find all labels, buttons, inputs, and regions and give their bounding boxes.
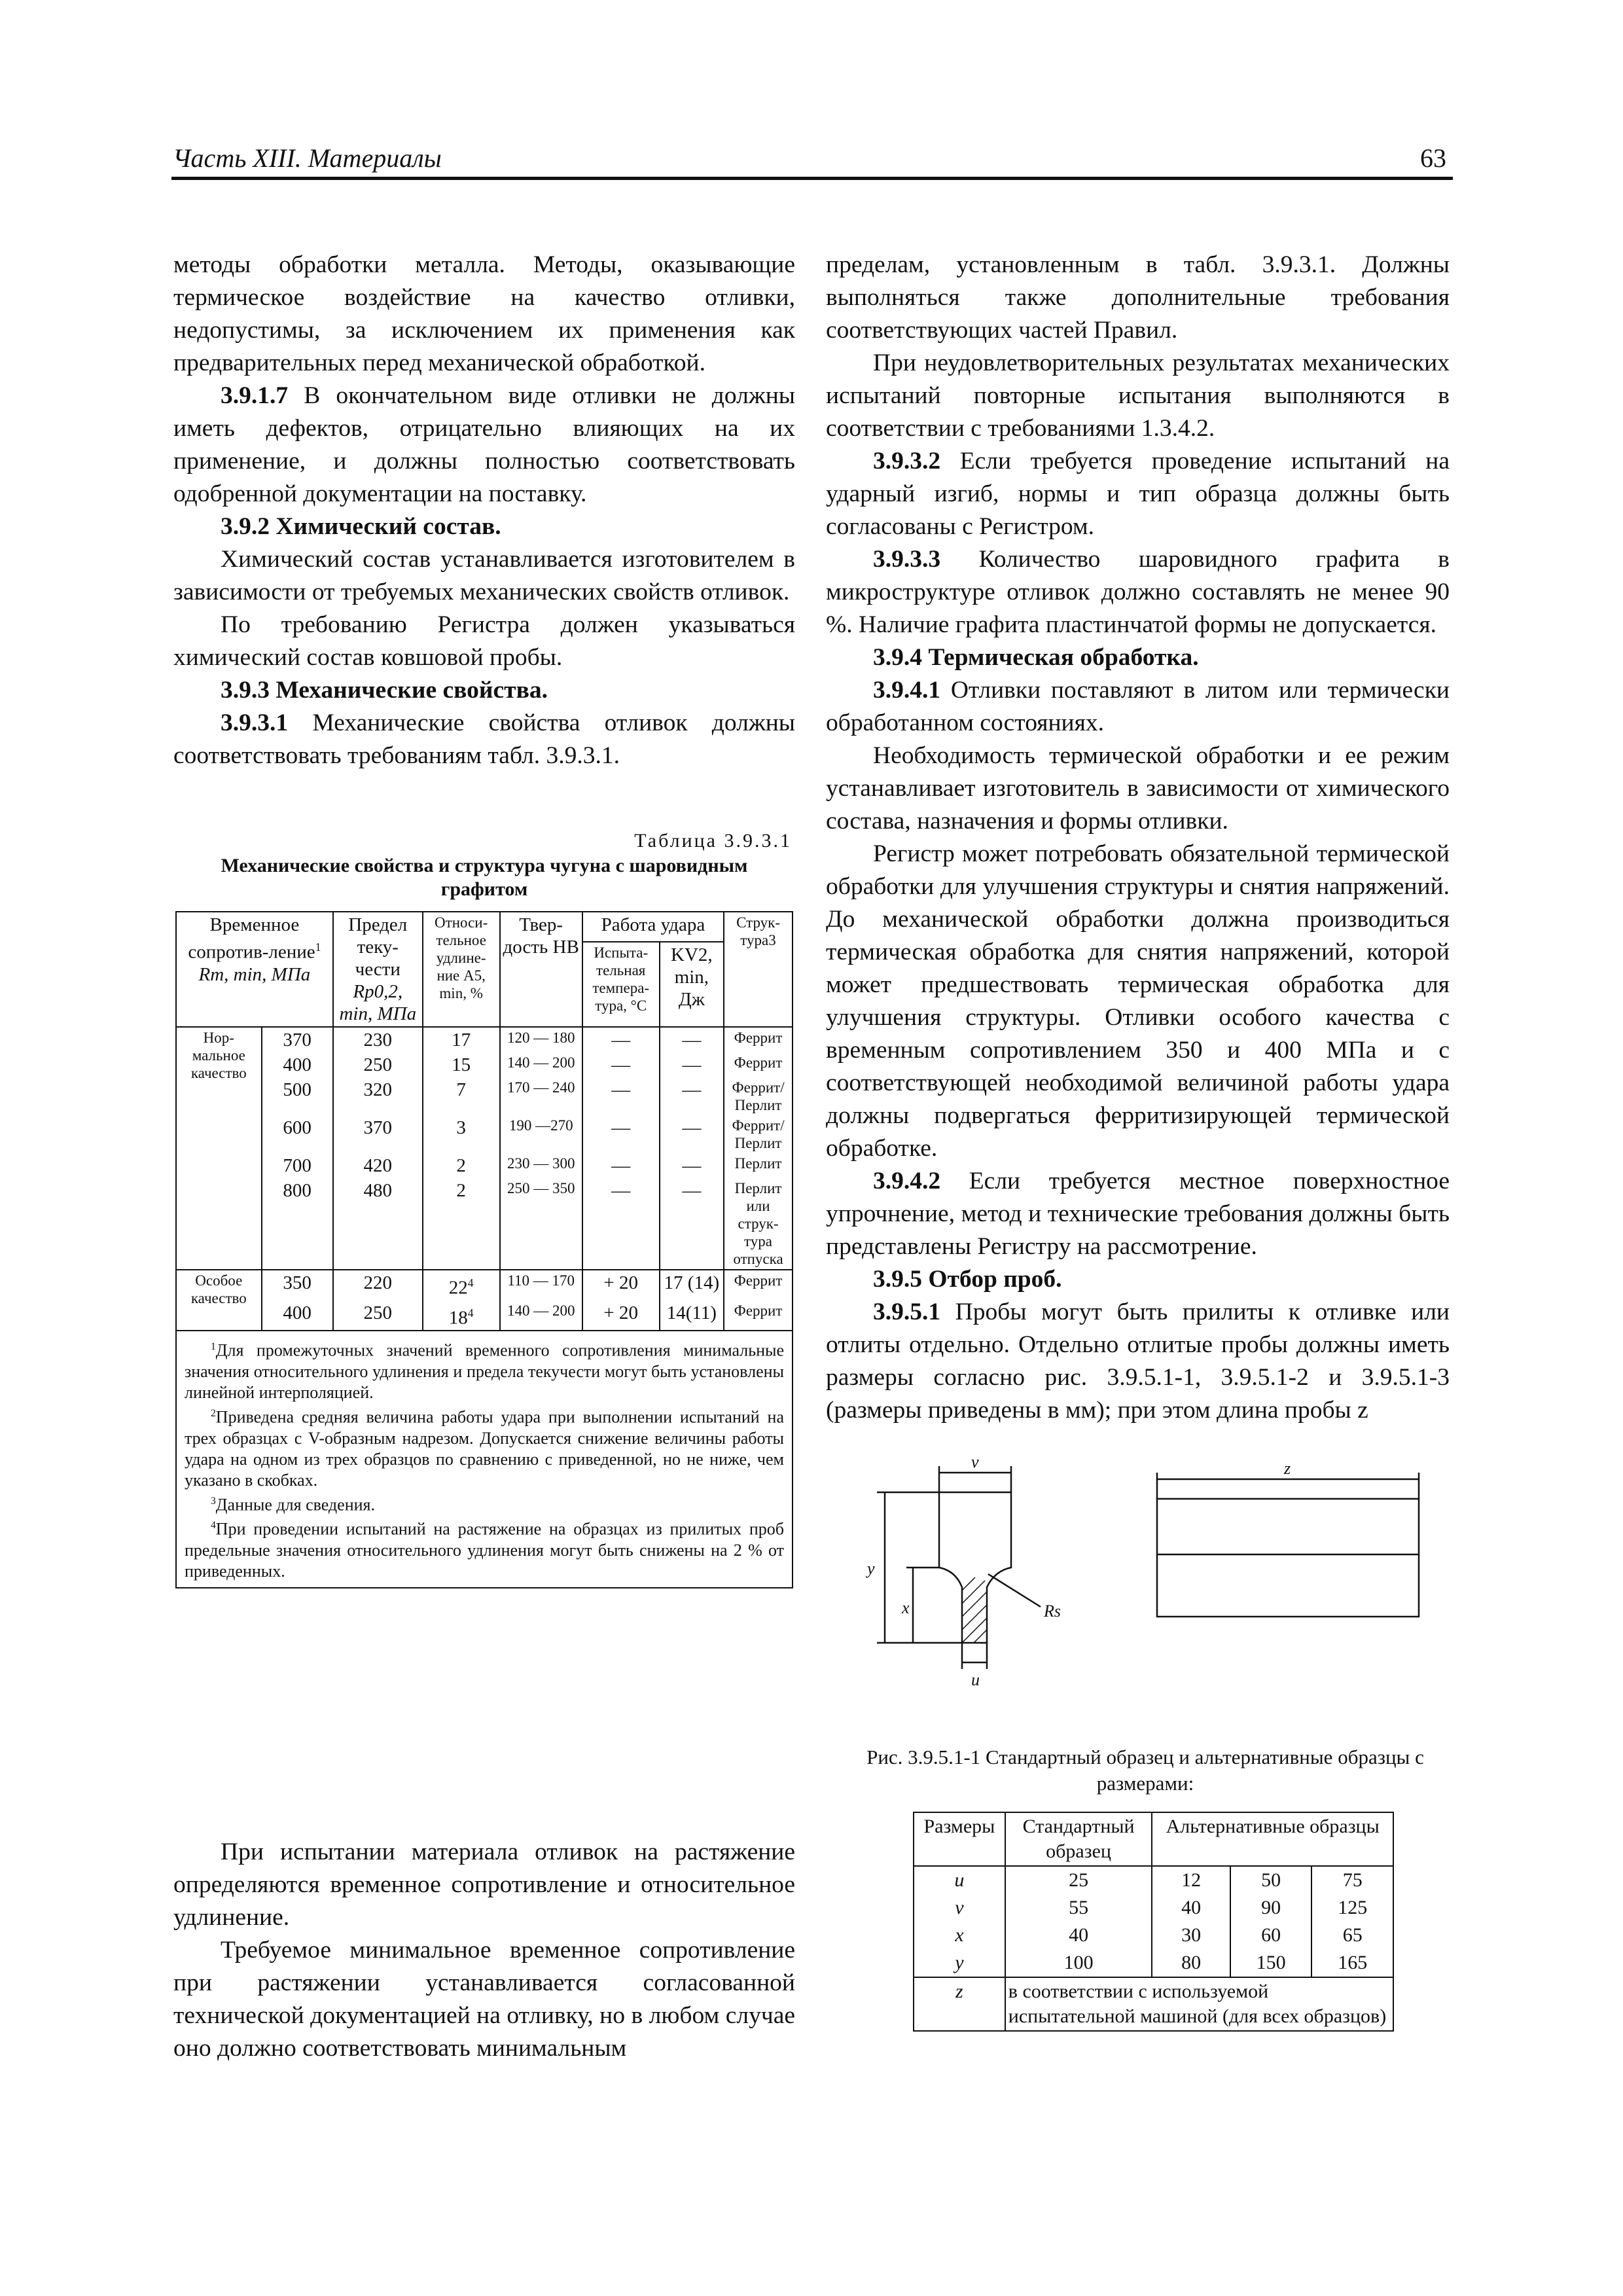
- footnote: [185, 1403, 784, 1491]
- table-cell: 120 — 180: [500, 1027, 582, 1052]
- table-row: [914, 1977, 1393, 2031]
- table-cell: 250: [333, 1300, 423, 1331]
- column-header: Размеры: [914, 1812, 1005, 1866]
- table-cell: Феррит: [724, 1270, 793, 1300]
- paragraph-text: Отливки поставляют в литом или термически обработанном состояниях.: [826, 677, 1450, 736]
- table-cell: 2: [423, 1178, 500, 1270]
- left-column: [173, 249, 795, 772]
- table-cell: 250: [333, 1052, 423, 1077]
- table-row: [176, 1178, 793, 1270]
- table-cell: Феррит/ Перлит: [724, 1115, 793, 1153]
- clause-number: 3.9.5.1: [873, 1299, 941, 1325]
- table-cell: 480: [333, 1178, 423, 1270]
- quality-group-label: Особое качество: [176, 1270, 262, 1331]
- dim-v-label: v: [971, 1452, 979, 1471]
- table-cell: v: [914, 1894, 1005, 1922]
- table-cell: —: [660, 1178, 724, 1270]
- paragraph: [173, 707, 795, 772]
- figure-caption: Рис. 3.9.5.1-1 Стандартный образец и альтернативные образцы с размерами:: [866, 1746, 1424, 1795]
- paragraph: Регистр может потребовать обязательной термической обработки для улучшения структуры и снятия напряжений. До механической обработки должна производиться термическая обработка для снятия напряжений, которой может предшествовать термическая обработка для улучшения структуры. Отливки особого качества с временным сопротивлением 350 и 400 МПа и с соответствующей необходимой величиной работы удара должны подвергаться ферритизирующей термической обработке.: [826, 840, 1450, 1162]
- text-span: При проведении испытаний на растяжение на образцах из прилитых проб предельные значения относительного удлинения могут быть снижены на 2 % от приведенных.: [185, 1519, 784, 1581]
- table-cell: —: [660, 1153, 724, 1178]
- quality-group-label: Нор-мальное качество: [176, 1027, 262, 1270]
- table-cell: 60: [1230, 1922, 1312, 1949]
- paragraph-text: Если требуется местное поверхностное упрочнение, метод и технические требования должны быть представлены Регистру на рассмотрение.: [826, 1168, 1450, 1260]
- text-span: 3: [211, 1495, 216, 1507]
- text-span: Приведена средняя величина работы удара при выполнении испытаний на трех образцах с V-образным надрезом. Допускается снижение величины работы удара на одном из трех образцов по сравнению с приведенной, но не ниже, чем указано в скобках.: [185, 1407, 784, 1490]
- table-cell: x: [914, 1922, 1005, 1949]
- text-span: Rm, min, МПа: [198, 963, 311, 985]
- clause-number: 3.9.1.7: [221, 382, 289, 409]
- table-row: [176, 1153, 793, 1178]
- table-cell: [423, 1300, 500, 1331]
- table-header-row: [914, 1812, 1393, 1866]
- section-heading: 3.9.3 Механические свойства.: [221, 677, 548, 704]
- column-header: [333, 912, 423, 1027]
- text-span: 4: [467, 1306, 474, 1319]
- table-cell: —: [582, 1153, 660, 1178]
- table-cell: z: [914, 1977, 1005, 2031]
- table-row: [176, 1077, 793, 1115]
- table-cell: 220: [333, 1270, 423, 1300]
- clause-number: 3.9.4.2: [873, 1168, 941, 1194]
- column-header: Альтернативные образцы: [1152, 1812, 1393, 1866]
- mechanical-properties-table: [175, 911, 793, 1588]
- section-heading: 3.9.4 Термическая обработка.: [873, 644, 1199, 671]
- text-span: Временное сопротив-ление: [188, 914, 315, 963]
- table-cell: —: [660, 1115, 724, 1153]
- text-span: Предел теку-чести: [348, 914, 408, 980]
- table-cell: 500: [262, 1077, 333, 1115]
- table-row: [914, 1949, 1393, 1977]
- table-row: [914, 1866, 1393, 1894]
- column-header: Твер-дость HB: [500, 912, 582, 1027]
- paragraph: пределам, установленным в табл. 3.9.3.1. Должны выполняться также дополнительные требования соответствующих частей Правил.: [826, 251, 1450, 344]
- table-cell: 370: [262, 1027, 333, 1052]
- table-cell: 15: [423, 1052, 500, 1077]
- table-cell: 30: [1152, 1922, 1230, 1949]
- table-cell: [423, 1270, 500, 1300]
- specimen-drawing: [851, 1427, 1440, 1734]
- dim-z-label: z: [1284, 1459, 1291, 1478]
- table-row: [176, 1115, 793, 1153]
- table-cell: Перлит или струк-тура отпуска: [724, 1178, 793, 1270]
- table-cell: + 20: [582, 1300, 660, 1331]
- text-span: 22: [448, 1277, 468, 1299]
- page-header-title: Часть XIII. Материалы: [173, 143, 442, 173]
- table-title: Механические свойства и структура чугуна с шаровидным графитом: [221, 855, 748, 900]
- paragraph: По требованию Регистра должен указываться химический состав ковшовой пробы.: [173, 611, 795, 671]
- column-header: Относи-тельное удлине-ние A5, min, %: [423, 912, 500, 1027]
- paragraph: Химический состав устанавливается изготовителем в зависимости от требуемых механических свойств отливок.: [173, 546, 795, 605]
- table-row: [914, 1894, 1393, 1922]
- paragraph-text: Если требуется проведение испытаний на ударный изгиб, нормы и тип образца должны быть согласованы с Регистром.: [826, 448, 1450, 540]
- text-span: 4: [211, 1520, 216, 1532]
- table-cell: 40: [1152, 1894, 1230, 1922]
- table-cell: 50: [1230, 1866, 1312, 1894]
- table-cell: 190 —270: [500, 1115, 582, 1153]
- table-cell: —: [660, 1027, 724, 1052]
- table-cell: u: [914, 1866, 1005, 1894]
- text-span: 4: [467, 1276, 474, 1289]
- table-cell: 170 — 240: [500, 1077, 582, 1115]
- paragraph: [826, 445, 1450, 543]
- table-cell: —: [582, 1178, 660, 1270]
- section-heading: 3.9.5 Отбор проб.: [873, 1266, 1062, 1293]
- table-cell: 370: [333, 1115, 423, 1153]
- table-cell: Перлит: [724, 1153, 793, 1178]
- column-header: Испыта-тельная темпера-тура, °С: [582, 942, 660, 1027]
- column-header: KV2, min, Дж: [660, 942, 724, 1027]
- paragraph: [173, 380, 795, 511]
- table-cell: в соответствии с используемой испытательной машиной (для всех образцов): [1005, 1977, 1393, 2031]
- table-cell: 55: [1005, 1894, 1152, 1922]
- table-cell: Феррит: [724, 1027, 793, 1052]
- table-cell: 400: [262, 1300, 333, 1331]
- clause-number: 3.9.4.1: [873, 677, 941, 704]
- paragraph: [826, 543, 1450, 641]
- table-footnotes: [176, 1331, 793, 1588]
- table-cell: 125: [1311, 1894, 1393, 1922]
- dim-u-label: u: [971, 1670, 980, 1689]
- paragraph: Необходимость термической обработки и ее режим устанавливает изготовитель в зависимости от химического состава, назначения и формы отливки.: [826, 742, 1450, 834]
- table-notes-row: [176, 1331, 793, 1588]
- clause-number: 3.9.3.2: [873, 448, 941, 475]
- table-cell: 12: [1152, 1866, 1230, 1894]
- text-span: 2: [211, 1407, 216, 1419]
- table-cell: 40: [1005, 1922, 1152, 1949]
- table-row: [176, 1052, 793, 1077]
- table-cell: —: [582, 1052, 660, 1077]
- paragraph: методы обработки металла. Методы, оказывающие термическое воздействие на качество отливки, недопустимы, за исключением их применения как предварительных перед механической обработкой.: [173, 251, 795, 376]
- table-cell: —: [582, 1027, 660, 1052]
- text-span: 1: [211, 1341, 216, 1353]
- table-cell: 3: [423, 1115, 500, 1153]
- table-cell: + 20: [582, 1270, 660, 1300]
- table-cell: 2: [423, 1153, 500, 1178]
- paragraph: [826, 1165, 1450, 1263]
- table-cell: —: [660, 1077, 724, 1115]
- table-header-row: [176, 912, 793, 942]
- page-number: 63: [1420, 143, 1446, 173]
- alternative-specimen-outline: [1157, 1499, 1419, 1617]
- table-row: [176, 1027, 793, 1052]
- table-cell: 230: [333, 1027, 423, 1052]
- table-cell: 65: [1311, 1922, 1393, 1949]
- dim-y-label: y: [867, 1559, 875, 1578]
- dim-x-label: x: [902, 1598, 910, 1617]
- table-cell: 800: [262, 1178, 333, 1270]
- footnote: [185, 1336, 784, 1403]
- paragraph-text: Пробы могут быть прилиты к отливке или отлиты отдельно. Отдельно отлитые пробы должны иметь размеры согласно рис. 3.9.5.1-1, 3.9.5.1-2 и 3.9.5.1-3 (размеры приведены в мм); при этом длина пробы z: [826, 1299, 1450, 1424]
- table-row: [176, 1270, 793, 1300]
- table-cell: 100: [1005, 1949, 1152, 1977]
- standard-specimen-outline: [939, 1492, 1011, 1643]
- footnote: [185, 1515, 784, 1582]
- text-span: Данные для сведения.: [215, 1495, 375, 1515]
- table-cell: 600: [262, 1115, 333, 1153]
- specimen-dimensions-table: [913, 1812, 1394, 2032]
- paragraph-text: В окончательном виде отливки не должны иметь дефектов, отрицательно влияющих на их применение, и должны полностью соответствовать одобренной документации на поставку.: [173, 382, 795, 507]
- table-cell: 700: [262, 1153, 333, 1178]
- table-row: [914, 1922, 1393, 1949]
- table-cell: 165: [1311, 1949, 1393, 1977]
- table-cell: 75: [1311, 1866, 1393, 1894]
- header-divider: [171, 177, 1453, 180]
- table-cell: Феррит/ Перлит: [724, 1077, 793, 1115]
- table-cell: —: [582, 1115, 660, 1153]
- paragraph: [826, 674, 1450, 740]
- text-span: Для промежуточных значений временного сопротивления минимальные значения относительного удлинения и предела текучести могут быть установлены линейной интерполяцией.: [185, 1340, 784, 1402]
- paragraph: При испытании материала отливок на растяжение определяются временное сопротивление и относительное удлинение.: [173, 1839, 795, 1931]
- clause-number: 3.9.3.1: [221, 709, 289, 736]
- table-cell: 17: [423, 1027, 500, 1052]
- section-heading: 3.9.2 Химический состав.: [221, 513, 501, 540]
- table-cell: 17 (14): [660, 1270, 724, 1300]
- paragraph-text: Механические свойства отливок должны соответствовать требованиям табл. 3.9.3.1.: [173, 709, 795, 769]
- table-cell: 90: [1230, 1894, 1312, 1922]
- table-label: Таблица 3.9.3.1: [634, 830, 792, 852]
- text-span: Rp0,2, min, МПа: [339, 981, 417, 1024]
- right-column: [826, 249, 1450, 1427]
- dim-rs-label: Rs: [1044, 1602, 1061, 1621]
- table-cell: —: [660, 1052, 724, 1077]
- table-cell: 25: [1005, 1866, 1152, 1894]
- table-cell: 350: [262, 1270, 333, 1300]
- text-span: 18: [448, 1307, 468, 1329]
- column-header: Работа удара: [582, 912, 724, 942]
- paragraph-text: Количество шаровидного графита в микроструктуре отливок должно составлять не менее 90 %. Наличие графита пластинчатой формы не допускается.: [826, 546, 1450, 638]
- table-cell: 140 — 200: [500, 1052, 582, 1077]
- table-cell: 420: [333, 1153, 423, 1178]
- column-header: Струк-тура3: [724, 912, 793, 1027]
- paragraph: Требуемое минимальное временное сопротивление при растяжении устанавливается согласованной технической документацией на отливку, но в любом случае оно должно соответствовать минимальным: [173, 1937, 795, 2062]
- paragraph: При неудовлетворительных результатах механических испытаний повторные испытания выполняются в соответствии с требованиями 1.3.4.2.: [826, 350, 1450, 442]
- table-cell: 250 — 350: [500, 1178, 582, 1270]
- table-cell: Феррит: [724, 1300, 793, 1331]
- clause-number: 3.9.3.3: [873, 546, 941, 573]
- table-cell: Феррит: [724, 1052, 793, 1077]
- text-span: 1: [315, 941, 321, 954]
- table-cell: 14(11): [660, 1300, 724, 1331]
- table-cell: 110 — 170: [500, 1270, 582, 1300]
- left-column-bottom: [173, 1836, 795, 2065]
- table-cell: —: [582, 1077, 660, 1115]
- table-cell: 80: [1152, 1949, 1230, 1977]
- table-cell: 150: [1230, 1949, 1312, 1977]
- table-cell: 400: [262, 1052, 333, 1077]
- footnote: [185, 1491, 784, 1516]
- column-header: Стандартный образец: [1005, 1812, 1152, 1866]
- paragraph: [826, 1296, 1450, 1427]
- column-header: [176, 912, 333, 1027]
- table-cell: 230 — 300: [500, 1153, 582, 1178]
- table-cell: y: [914, 1949, 1005, 1977]
- table-cell: 140 — 200: [500, 1300, 582, 1331]
- table-cell: 7: [423, 1077, 500, 1115]
- table-cell: 320: [333, 1077, 423, 1115]
- table-row: [176, 1300, 793, 1331]
